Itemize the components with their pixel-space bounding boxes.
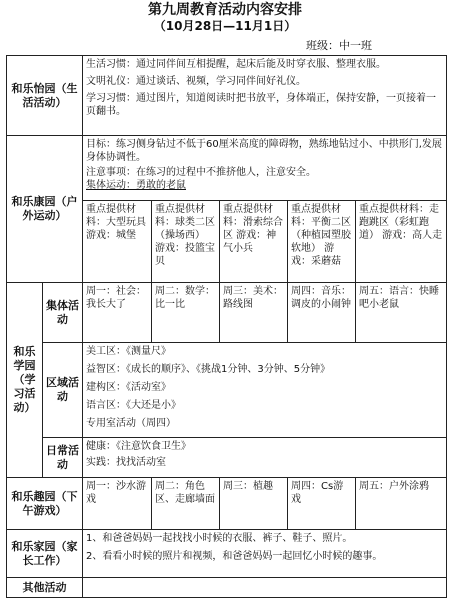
family-content bbox=[83, 530, 447, 578]
outdoor-collective: 集体运动：勇敢的老鼠 bbox=[86, 180, 186, 191]
life-line: 文明礼仪：通过谈话、视频，学习同伴间好礼仪。 bbox=[86, 76, 306, 87]
outdoor-header: 和乐康园（户外运动） bbox=[7, 136, 83, 283]
family-header: 和乐家园（家长工作） bbox=[7, 530, 83, 578]
afternoon-day: 周一：沙水游戏 bbox=[83, 478, 152, 530]
outdoor-area: 重点提供材料：滑索综合区 游戏：神气小兵 bbox=[220, 201, 288, 283]
learning-collective-day: 周四：音乐：调皮的小闹钟 bbox=[288, 283, 356, 343]
outdoor-area: 重点提供材料：平衡二区（种植园塑胶软地） 游戏：采蘑菇 bbox=[288, 201, 356, 283]
outdoor-note: 注意事项：在练习的过程中不推挤他人，注意安全。 bbox=[86, 167, 316, 178]
afternoon-day: 周五：户外涂鸦 bbox=[356, 478, 447, 530]
learning-area-label: 区域活动 bbox=[43, 343, 83, 438]
learning-area-content bbox=[83, 343, 447, 438]
afternoon-header: 和乐趣园（下午游戏） bbox=[7, 478, 83, 530]
learning-header: 和乐学园（学习活动） bbox=[7, 283, 43, 478]
afternoon-day: 周四：Cs游戏 bbox=[288, 478, 356, 530]
outdoor-area: 重点提供材料：走跑跳区（彩虹跑道） 游戏：高人走 bbox=[356, 201, 447, 283]
learning-collective-day: 周五：语言：快睡吧小老鼠 bbox=[356, 283, 447, 343]
outdoor-goal-cell bbox=[83, 136, 447, 201]
family-line: 1、和爸爸妈妈一起找找小时候的衣服、裤子、鞋子、照片。 bbox=[86, 533, 353, 544]
learning-area-line: 建构区：《活动室》 bbox=[86, 382, 171, 393]
class-label: 班级：中一班 bbox=[306, 39, 372, 52]
schedule-table bbox=[6, 55, 447, 598]
life-line: 学习习惯：通过图片，知道阅读时把书放平，身体端正，保持安静，一页接着一页翻书。 bbox=[86, 93, 436, 117]
learning-daily-line: 实践：找找活动室 bbox=[86, 457, 166, 468]
outdoor-area: 重点提供材料：大型玩具 游戏：城堡 bbox=[83, 201, 152, 283]
outdoor-area: 重点提供材料：球类二区（操场西） 游戏：投篮宝贝 bbox=[152, 201, 220, 283]
learning-collective-day: 周二：数学：比一比 bbox=[152, 283, 220, 343]
learning-collective-day: 周一：社会：我长大了 bbox=[83, 283, 152, 343]
life-line: 生活习惯：通过同伴间互相提醒，起床后能及时穿衣服、整理衣服。 bbox=[86, 59, 386, 70]
learning-daily-content bbox=[83, 438, 447, 478]
family-line: 2、看看小时候的照片和视频，和爸爸妈妈一起回忆小时候的趣事。 bbox=[86, 551, 383, 562]
learning-collective-label: 集体活动 bbox=[43, 283, 83, 343]
afternoon-day: 周三：植趣 bbox=[220, 478, 288, 530]
life-content bbox=[83, 56, 447, 136]
life-header: 和乐怡园（生活活动） bbox=[7, 56, 83, 136]
learning-daily-label: 日常活动 bbox=[43, 438, 83, 478]
learning-daily-line: 健康：《注意饮食卫生》 bbox=[86, 441, 191, 452]
outdoor-goal: 目标：练习侧身钻过不低于60厘米高度的障碍物，熟练地钻过小、中拱形门,发展身体协调性。 bbox=[86, 139, 442, 163]
learning-area-line: 益智区：《成长的顺序》、《挑战1分钟、3分钟、5分钟》 bbox=[86, 364, 331, 375]
learning-area-line: 美工区：《测量尺》 bbox=[86, 346, 171, 357]
learning-area-line: 专用室活动（周四） bbox=[86, 418, 176, 429]
other-content bbox=[83, 578, 447, 598]
other-header: 其他活动 bbox=[7, 578, 83, 598]
learning-collective-day: 周三：美术：路线图 bbox=[220, 283, 288, 343]
learning-area-line: 语言区：《大还是小》 bbox=[86, 400, 181, 411]
date-range: （10月28日—11月1日） bbox=[153, 19, 297, 33]
afternoon-day: 周二：角色区、走廊墙面 bbox=[152, 478, 220, 530]
page-title: 第九周教育活动内容安排 bbox=[148, 2, 302, 18]
